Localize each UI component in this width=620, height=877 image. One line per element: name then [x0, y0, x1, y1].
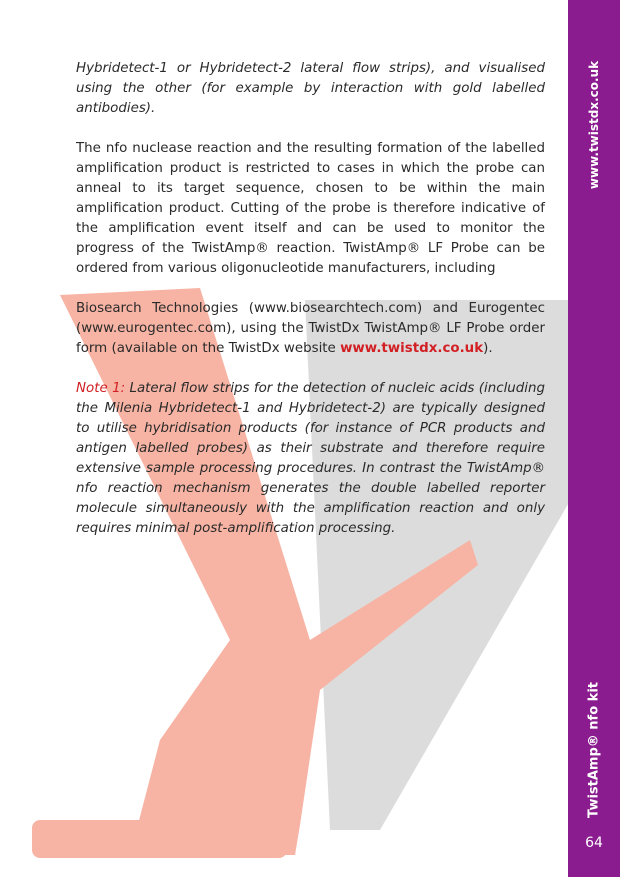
- sidebar-url: www.twistdx.co.uk: [587, 60, 601, 190]
- paragraph-3-end: ).: [483, 341, 493, 356]
- note-label: Note 1:: [76, 381, 126, 396]
- paragraph-3-text: Biosearch Technologies (www.biosearchtech.com) and Eurogentec (www.eurogentec.com), using the TwistDx TwistAmp® LF Probe order form (available on the TwistDx website: [76, 301, 545, 356]
- sidebar-kit-label: TwistAmp® nfo kit: [586, 682, 602, 818]
- paragraph-2: The nfo nuclease reaction and the resulting formation of the labelled amplification product is restricted to cases in which the probe can anneal to its target sequence, chosen to be within the main amplification product. Cutting of the probe is therefore indicative of the amplification event itself and can be used to monitor the progress of the TwistAmp® reaction. TwistAmp® LF Probe can be ordered from various oligonucleotide manufacturers, including: [76, 141, 545, 276]
- sidebar: [568, 0, 620, 877]
- paragraph-1: Hybridetect-1 or Hybridetect-2 lateral flow strips), and visualised using the other (for example by interaction with gold labelled antibodies).: [76, 61, 545, 116]
- website-link[interactable]: www.twistdx.co.uk: [340, 341, 484, 356]
- body-text: [76, 59, 545, 559]
- note-paragraph: [76, 379, 545, 539]
- page-number: 64: [585, 835, 603, 851]
- paragraph-3: [76, 299, 545, 359]
- watermark-salmon-base: [32, 820, 287, 858]
- note-text: Lateral flow strips for the detection of nucleic acids (including the Milenia Hybridetect-1 and Hybridetect-2) are typically designed to utilise hybridisation products (for instance of PCR products and antigen labelled probes) as their substrate and therefore require extensive sample processing procedures. In contrast the TwistAmp® nfo reaction mechanism generates the double labelled reporter molecule simultaneously with the amplification reaction and only requires minimal post-amplification processing.: [76, 381, 545, 536]
